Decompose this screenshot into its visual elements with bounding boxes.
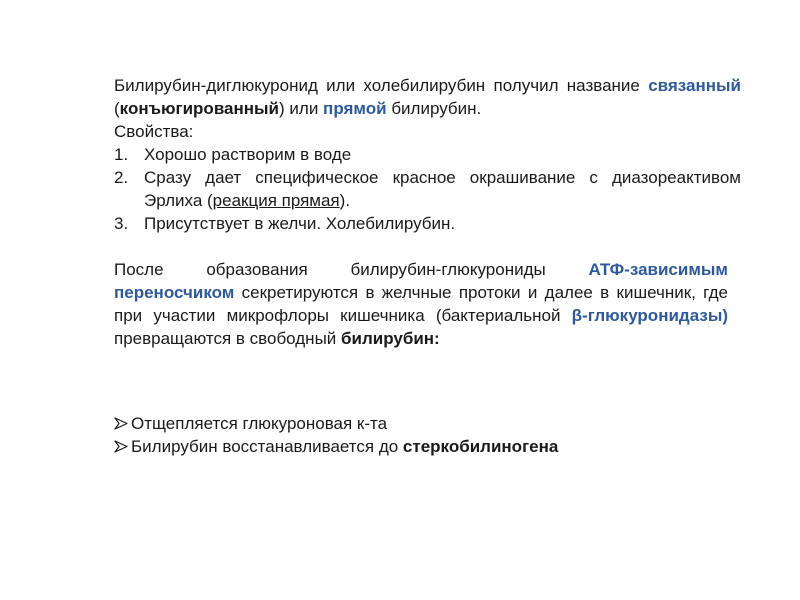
list-number: 2. xyxy=(114,168,129,187)
secretion-block xyxy=(114,258,728,350)
term-conjugated: конъюгированный xyxy=(119,99,280,118)
term-bound: связанный xyxy=(648,76,741,95)
secretion-text-1: После образования билирубин-глюкурониды xyxy=(114,260,589,279)
list-item xyxy=(114,435,734,458)
secretion-text-3: превращаются в свободный xyxy=(114,329,342,348)
list-item xyxy=(114,166,741,212)
list-item xyxy=(114,412,734,435)
intro-text-4: билирубин. xyxy=(386,99,482,118)
arrow-bullet-icon xyxy=(114,417,128,430)
secretion-text-2: секретируются в желчные протоки и далее в кишечник, где при участии микрофлоры кишечника (бактериальной xyxy=(114,283,728,325)
list-text: Сразу дает специфическое красное окрашивание с диазореактивом Эрлиха ( xyxy=(144,168,741,210)
term-stercobilinogen: стеркобилиногена xyxy=(402,437,559,456)
term-free-bilirubin: билирубин: xyxy=(341,329,440,348)
list-item xyxy=(114,212,741,235)
term-direct: прямой xyxy=(323,99,387,118)
bullet-list xyxy=(114,412,734,458)
list-text: Хорошо растворим в воде xyxy=(144,145,352,164)
intro-text-3: ) или xyxy=(279,99,324,118)
list-number: 3. xyxy=(114,214,129,233)
secretion-paragraph xyxy=(114,258,728,350)
properties-title: Свойства: xyxy=(114,122,194,141)
bilirubin-properties-block xyxy=(114,74,741,235)
list-text-end: ). xyxy=(339,191,351,210)
intro-paragraph xyxy=(114,74,741,120)
intro-text-2: ( xyxy=(114,99,120,118)
reaction-direct-underlined: реакция прямая xyxy=(212,191,340,210)
term-glucuronidase: β-глюкуронидазы) xyxy=(571,306,728,325)
list-item xyxy=(114,143,741,166)
list-text: Присутствует в желчи. Холебилирубин. xyxy=(144,214,456,233)
properties-list xyxy=(114,143,741,235)
bullet-text: Отщепляется глюкуроновая к-та xyxy=(131,414,388,433)
intro-text-1: Билирубин-диглюкуронид или холебилирубин получил название xyxy=(114,76,649,95)
term-atp-transporter: АТФ-зависимым переносчиком xyxy=(114,260,728,302)
list-number: 1. xyxy=(114,145,129,164)
arrow-bullet-icon xyxy=(114,440,128,453)
bullet-text: Билирубин восстанавливается до xyxy=(131,437,403,456)
